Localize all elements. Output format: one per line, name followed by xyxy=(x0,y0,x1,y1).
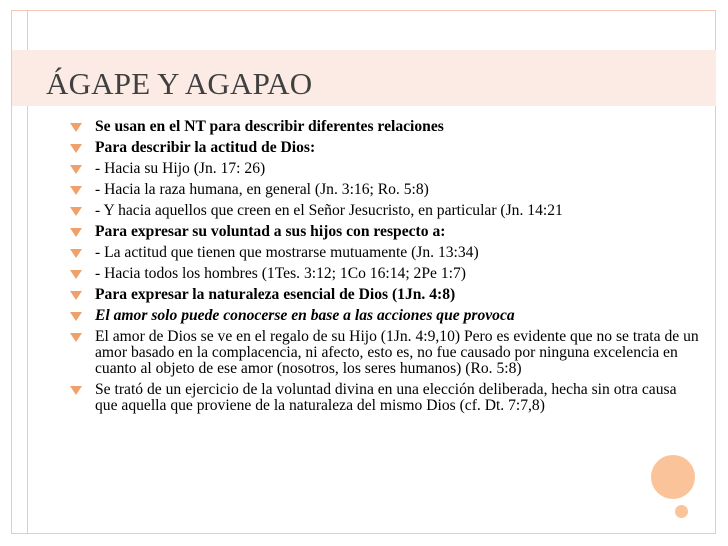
bullet-text: - Hacia la raza humana, en general (Jn. 3:16; Ro. 5:8) xyxy=(95,181,429,198)
bullet-item xyxy=(70,140,702,156)
bullet-text: - Hacia todos los hombres (1Tes. 3:12; 1Co 16:14; 2Pe 1:7) xyxy=(95,265,466,282)
bullet-item xyxy=(70,382,702,414)
triangle-down-icon xyxy=(70,123,82,132)
triangle-down-icon xyxy=(70,228,82,237)
bullet-item xyxy=(70,308,702,324)
bullet-text: El amor de Dios se ve en el regalo de su Hijo (1Jn. 4:9,10) Pero es evidente que no se trata de un amor basado en la complacencia, ni afecto, esto es, no fue causado por ninguna excelencia en cuanto al objeto de ese amor (nosotros, los seres humanos) (Ro. 5:8) xyxy=(95,328,699,377)
bullet-text: - Y hacia aquellos que creen en el Señor Jesucristo, en particular (Jn. 14:21 xyxy=(95,202,563,219)
bullet-item xyxy=(70,266,702,282)
bullet-text: Para expresar la naturaleza esencial de Dios (1Jn. 4:8) xyxy=(95,286,456,303)
bullet-text: El amor solo puede conocerse en base a las acciones que provoca xyxy=(95,307,515,324)
triangle-down-icon xyxy=(70,270,82,279)
bullet-item xyxy=(70,224,702,240)
triangle-down-icon xyxy=(70,165,82,174)
bullet-item xyxy=(70,245,702,261)
bullet-list xyxy=(70,119,702,419)
bullet-text: - Hacia su Hijo (Jn. 17: 26) xyxy=(95,160,266,177)
bullet-item xyxy=(70,329,702,377)
bullet-text: Para describir la actitud de Dios: xyxy=(95,139,316,156)
slide-title: ÁGAPE Y AGAPAO xyxy=(46,66,313,101)
bullet-item xyxy=(70,161,702,177)
bullet-item xyxy=(70,182,702,198)
triangle-down-icon xyxy=(70,333,82,342)
bullet-text: Se usan en el NT para describir diferentes relaciones xyxy=(95,118,444,135)
triangle-down-icon xyxy=(70,144,82,153)
triangle-down-icon xyxy=(70,207,82,216)
bullet-item xyxy=(70,203,702,219)
triangle-down-icon xyxy=(70,386,82,395)
triangle-down-icon xyxy=(70,291,82,300)
bullet-text: Se trató de un ejercicio de la voluntad divina en una elección deliberada, hecha sin otra causa que aquella que proviene de la naturaleza del mismo Dios (cf. Dt. 7:7,8) xyxy=(95,381,677,414)
bullet-item xyxy=(70,287,702,303)
bullet-item xyxy=(70,119,702,135)
decorative-circle-small xyxy=(675,505,688,518)
decorative-circle-large xyxy=(651,455,695,499)
triangle-down-icon xyxy=(70,249,82,258)
bullet-text: Para expresar su voluntad a sus hijos con respecto a: xyxy=(95,223,446,240)
bullet-text: - La actitud que tienen que mostrarse mutuamente (Jn. 13:34) xyxy=(95,244,479,261)
triangle-down-icon xyxy=(70,186,82,195)
triangle-down-icon xyxy=(70,312,82,321)
